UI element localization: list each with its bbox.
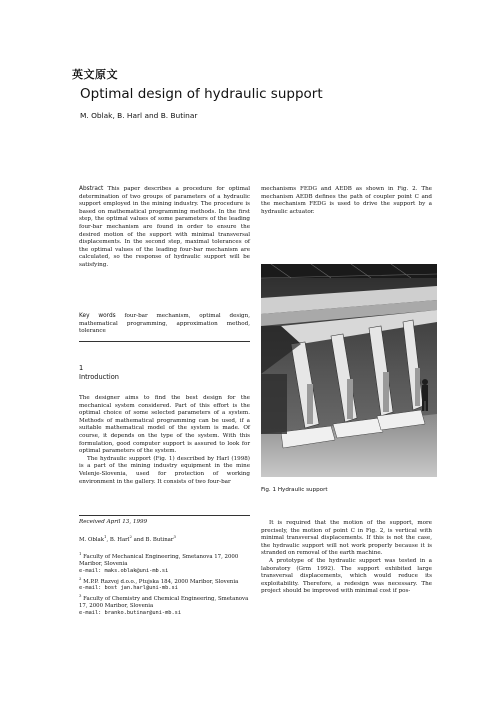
affiliation-3-email[interactable]: e-mail: branko.butinar@uni-mb.si bbox=[79, 610, 182, 617]
intro-paragraph-2: The hydraulic support (Fig. 1) described by Harl (1998) is a part of the mining industry equipment in the mine Velenje-Slovenia, used for protection of working environment in the gallery. It consists of two four-bar bbox=[79, 455, 250, 485]
affiliation-2-text: M.P.P. Razvoj d.o.o., Ptujska 184, 2000 Maribor, Slovenia bbox=[83, 578, 239, 585]
received-date: Received April 13, 1999 bbox=[79, 519, 148, 525]
affiliation-2-email[interactable]: e-mail: bost jan.harl@uni-mb.si bbox=[79, 585, 178, 592]
hydraulic-support-photo bbox=[261, 264, 437, 477]
affiliation-3 bbox=[79, 592, 250, 610]
chinese-heading: 英文原文 bbox=[72, 68, 118, 81]
paper-title: Optimal design of hydraulic support bbox=[80, 86, 323, 102]
paper-authors: M. Oblak, B. Harl and B. Butinar bbox=[80, 111, 198, 120]
intro-paragraph-1: The designer aims to find the best design for the mechanical system considered. Part of this effort is the optimal choice of some selected parameters of a system. Methods of mathematical programming can be used, if a suitable mathematical model of the system is made. Of course, it depends on the type of the system. With this formulation, good computer support is assured to look for optimal parameters of the system. bbox=[79, 395, 250, 455]
abstract-text: This paper describes a procedure for optimal determination of two groups of parameters of a hydraulic support employed in the mining industry. The procedure is based on mathematical programming methods. In the first step, the optimal values of some parameters of the leading four-bar mechanism are found in order to ensure the desired motion of the support with minimal transversal displacements. In the second step, maximal tolerances of the optimal values of the leading four-bar mechanism are calculated, so the response of hydraulic support will be satisfying. bbox=[79, 186, 250, 268]
affiliation-3-mark: 3 bbox=[79, 593, 82, 599]
abstract-label: Abstract bbox=[79, 186, 104, 192]
keywords-text: four-bar mechanism, optimal design, mathematical programming, approximation method, tolerance bbox=[79, 313, 251, 335]
affiliation-2 bbox=[79, 575, 250, 586]
affiliation-3-text: Faculty of Chemistry and Chemical Engineering, Smetanova 17, 2000 Maribor, Slovenia bbox=[79, 596, 249, 610]
section-title: Introduction bbox=[79, 373, 119, 381]
mechanism-paragraph: mechanisms FEDG and AEDB as shown in Fig. 2. The mechanism AEDB defines the path of coupler point C and the mechanism FEDG is used to drive the support by a hydraulic actuator. bbox=[261, 186, 432, 215]
hydraulic-support-illustration bbox=[261, 264, 437, 477]
footnote-divider bbox=[79, 515, 250, 516]
footnote-author-3: and B. Butinar bbox=[131, 536, 174, 543]
footnote-authors bbox=[79, 533, 250, 544]
footnote-author-2: , B. Harl bbox=[106, 536, 130, 543]
figure-caption-text: Hydraulic support bbox=[277, 487, 328, 493]
footnote-author-1-mark: 1 bbox=[104, 534, 107, 539]
keywords-block bbox=[79, 313, 250, 336]
footnotes-block bbox=[79, 533, 250, 617]
abstract-paragraph bbox=[79, 186, 250, 270]
keywords-label: Key words bbox=[79, 313, 116, 319]
footnote-author-1: M. Oblak bbox=[79, 536, 105, 543]
figure-caption-label: Fig. 1 bbox=[261, 487, 277, 493]
abstract-block bbox=[79, 186, 250, 270]
affiliation-1-mark: 1 bbox=[79, 550, 82, 556]
affiliation-2-mark: 2 bbox=[79, 575, 82, 581]
keywords-paragraph bbox=[79, 313, 250, 336]
right-column-top bbox=[261, 186, 432, 216]
affiliation-1 bbox=[79, 550, 250, 568]
footnote-author-2-mark: 2 bbox=[129, 534, 132, 539]
section-number: 1 bbox=[79, 364, 84, 372]
affiliation-1-text: Faculty of Mechanical Engineering, Smetanova 17, 2000 Maribor, Slovenia bbox=[79, 553, 239, 567]
right-column-bottom bbox=[261, 520, 432, 596]
affiliation-1-email[interactable]: e-mail: maks.oblak@uni-mb.si bbox=[79, 567, 169, 574]
footnote-author-3-mark: 3 bbox=[173, 534, 176, 539]
abstract-divider bbox=[79, 341, 250, 342]
figure-caption bbox=[261, 487, 328, 493]
prototype-paragraph: A prototype of the hydraulic support was tested in a laboratory (Grm 1992). The support exhibited large transversal displacements, which would reduce its exploitability. Therefore, a redesign was necessary. The project should be improved with minimal cost if pos- bbox=[261, 557, 432, 595]
introduction-body bbox=[79, 395, 250, 486]
requirement-paragraph: It is required that the motion of the support, more precisely, the motion of point C in Fig. 2, is vertical with minimal transversal displacements. If this is not the case, the hydraulic support will not work properly because it is stranded on removal of the earth machine. bbox=[261, 520, 432, 557]
